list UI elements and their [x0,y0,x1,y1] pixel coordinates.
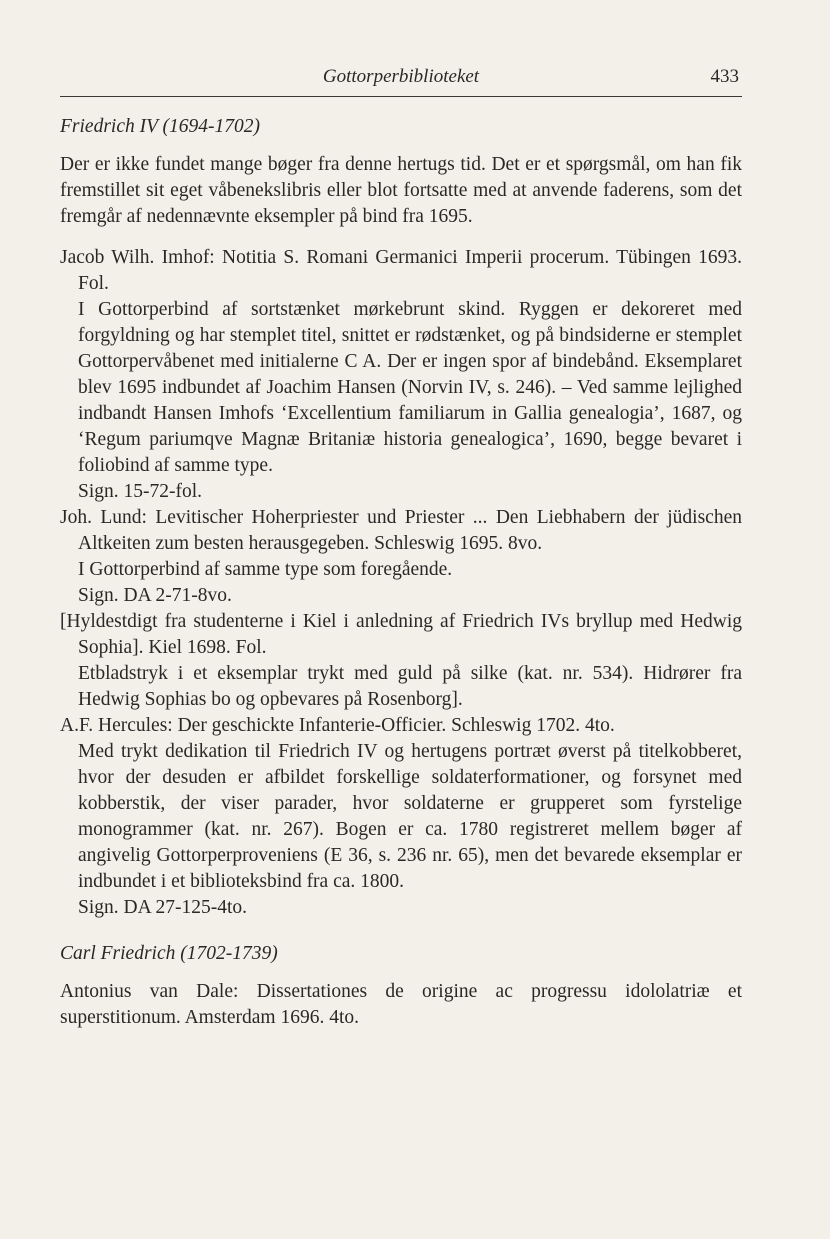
catalog-entry [60,609,742,713]
page-number: 433 [710,66,739,87]
catalog-paragraph: Antonius van Dale: Dissertationes de origine ac progressu idololatriæ et superstitionum. Amsterdam 1696. 4to. [60,981,742,1028]
running-title: Gottorperbiblioteket [322,66,480,87]
intro-paragraph: Der er ikke fundet mange bøger fra denne hertugs tid. Det er et spørgsmål, om han fik fremstillet sit eget våbenekslibris eller blot fortsatte med at anvende faderens, som det fremgår af nedennævnte eksempler på bind fra 1695. [60,154,742,227]
entry-note: I Gottorperbind af samme type som foregående. [78,559,453,580]
entry-title: Joh. Lund: Levitischer Hoherpriester und Priester ... Den Liebhabern der jüdischen Altkeiten zum besten herausgegeben. Schleswig 1695. 8vo. [60,507,742,554]
entry-title: [Hyldestdigt fra studenterne i Kiel i anledning af Friedrich IVs bryllup med Hedwig Sophia]. Kiel 1698. Fol. [60,611,742,658]
entry-note: Etbladstryk i et eksemplar trykt med guld på silke (kat. nr. 534). Hidrører fra Hedwig Sophias bo og opbevares på Rosenborg]. [78,663,742,710]
section-heading: Friedrich IV (1694-1702) [60,116,261,137]
entry-signature: Sign. DA 2-71-8vo. [78,585,232,606]
entry-title: A.F. Hercules: Der geschickte Infanterie-Officier. Schleswig 1702. 4to. [60,715,615,736]
running-header [60,58,742,97]
entry-title: Jacob Wilh. Imhof: Notitia S. Romani Germanici Imperii procerum. Tübingen 1693. Fol. [60,247,742,294]
catalog-entry [60,505,742,609]
section-heading: Carl Friedrich (1702-1739) [60,943,278,964]
entry-note: I Gottorperbind af sortstænket mørkebrunt skind. Ryggen er dekoreret med forgyldning og har stemplet titel, snittet er rødstænket, og på bindsiderne er stemplet Gottorpervåbenet med initialerne C A. Der er ingen spor af bindebånd. Eksemplaret blev 1695 indbundet af Joachim Hansen (Norvin IV, s. 246). – Ved samme lejlighed indbandt Hansen Imhofs ‘Excellentium familiarum in Gallia genealogia’, 1687, og ‘Regum pariumqve Magnæ Britaniæ historia genealogica’, 1690, begge bevaret i foliobind af samme type. [78,299,742,476]
entry-signature: Sign. DA 27-125-4to. [78,897,248,918]
entry-note: Med trykt dedikation til Friedrich IV og hertugens portræt øverst på titelkobberet, hvor der desuden er afbildet forskellige soldaterformationer, og forsynet med kobberstik, der viser parader, hvor soldaterne er grupperet som fyrstelige monogrammer (kat. nr. 267). Bogen er ca. 1780 registreret mellem bøger af angivelig Gottorperproveniens (E 36, s. 236 nr. 65), men det bevarede eksemplar er indbundet i et biblioteksbind fra ca. 1800. [78,741,742,892]
entry-signature: Sign. 15-72-fol. [78,481,203,502]
catalog-entry [60,713,742,921]
document-page [60,58,742,1031]
catalog-entry [60,245,742,505]
